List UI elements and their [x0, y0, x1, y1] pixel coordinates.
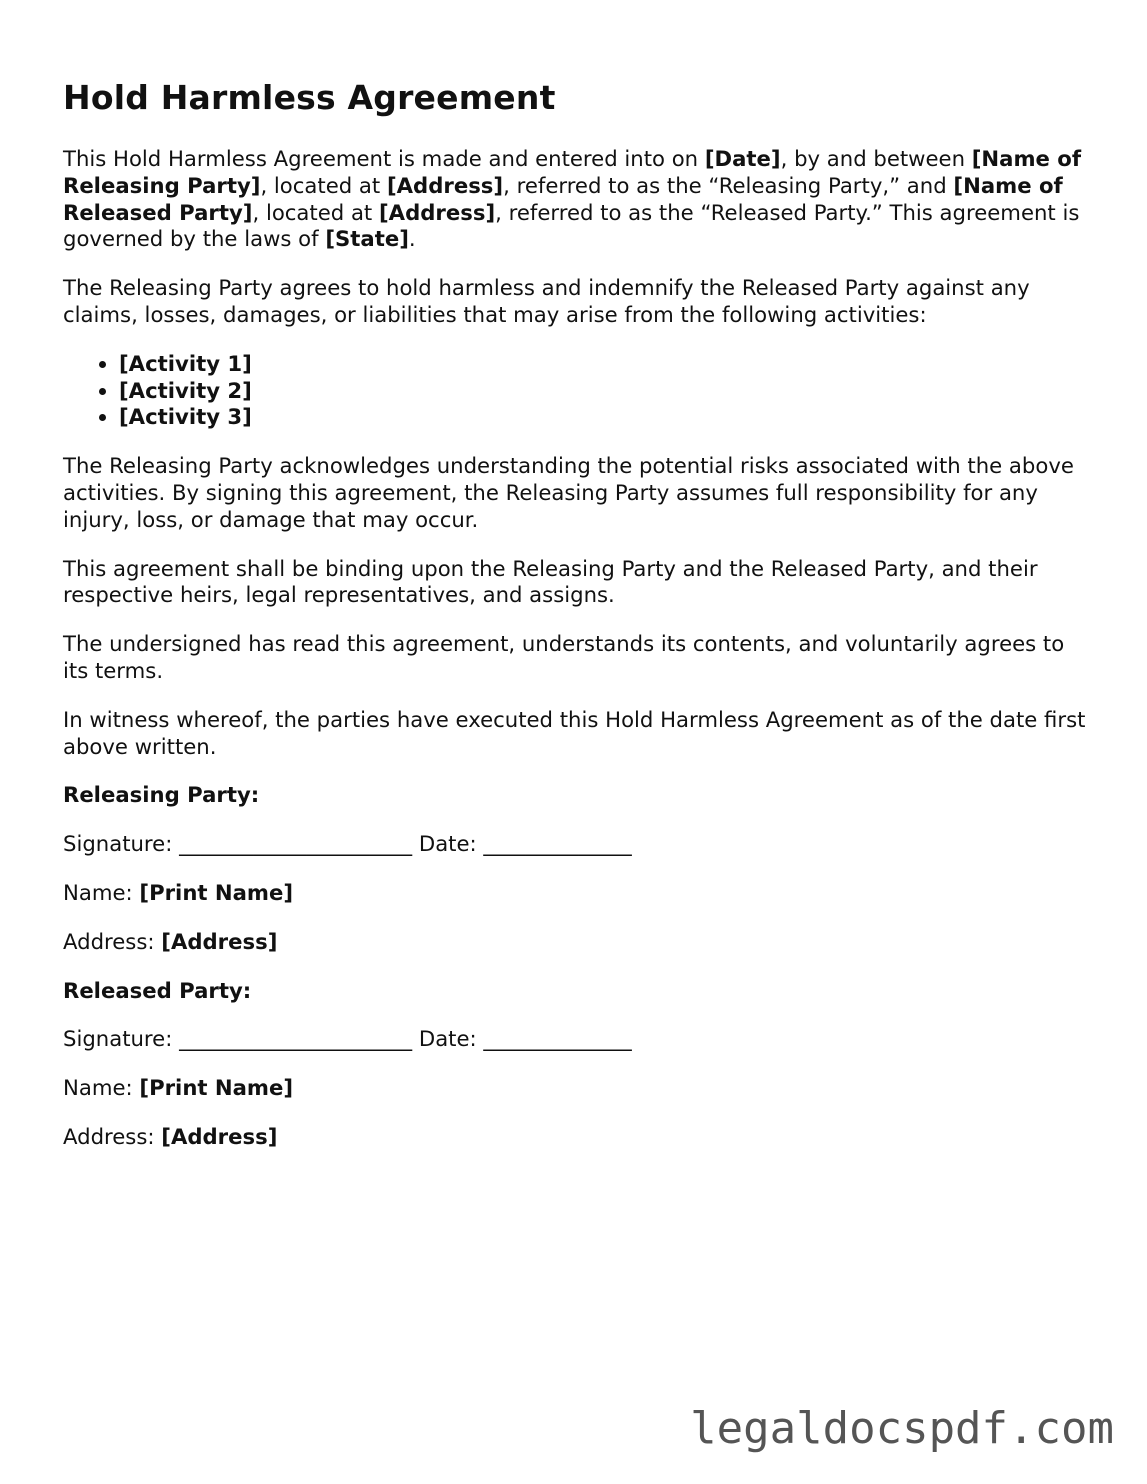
released-address-label: Address: — [63, 1123, 162, 1149]
intro-text-4: , referred to as the “Releasing Party,” and — [503, 172, 954, 198]
intro-text-5: , located at — [252, 199, 379, 225]
indemnify-paragraph: The Releasing Party agrees to hold harmless and indemnify the Released Party against any claims, losses, damages, or liabilities that may arise from the following activities: — [63, 275, 1030, 327]
risks-paragraph: The Releasing Party acknowledges understanding the potential risks associated with the above activities. By signing this agreement, the Releasing Party assumes full responsibility for any injury, loss, or damage that may occur. — [63, 453, 1074, 532]
releasing-party-name-placeholder: [Name of Releasing Party] — [63, 146, 1082, 198]
releasing-name-value: [Print Name] — [139, 879, 294, 905]
released-party-heading: Released Party: — [63, 977, 252, 1003]
activity-item: • [Activity 1] — [119, 351, 1093, 378]
releasing-signature-line: Signature: ______________________ Date: ______________ — [63, 831, 632, 857]
released-party-address-placeholder: [Address] — [378, 199, 496, 225]
released-address-value: [Address] — [161, 1123, 278, 1149]
intro-paragraph — [63, 146, 1093, 253]
intro-text-7: . — [408, 226, 416, 252]
releasing-address-label: Address: — [63, 928, 162, 954]
date-placeholder: [Date] — [704, 146, 781, 171]
released-name-line — [63, 1075, 1093, 1102]
intro-text-3: , located at — [260, 172, 387, 198]
releasing-address-value: [Address] — [161, 928, 278, 954]
watermark: legaldocspdf.com — [690, 1403, 1114, 1454]
document-page — [63, 76, 1093, 1173]
released-signature-line: Signature: ______________________ Date: ______________ — [63, 1026, 632, 1052]
understanding-paragraph: The undersigned has read this agreement, understands its contents, and voluntarily agrees to its terms. — [63, 631, 1065, 683]
activity-item: • [Activity 2] — [119, 378, 1093, 405]
witness-paragraph: In witness whereof, the parties have executed this Hold Harmless Agreement as of the date first above written. — [63, 706, 1086, 759]
releasing-name-line — [63, 880, 1093, 907]
releasing-address-line — [63, 929, 1093, 956]
releasing-name-label: Name: — [63, 879, 140, 905]
released-name-label: Name: — [63, 1075, 140, 1101]
released-party-name-placeholder: [Name of Released Party] — [63, 172, 1063, 225]
intro-text-1: This Hold Harmless Agreement is made and entered into on — [63, 146, 705, 171]
intro-text-6: , referred to as the “Released Party.” This agreement is governed by the laws of — [63, 199, 1080, 252]
document-title: Hold Harmless Agreement — [63, 78, 556, 117]
activities-list — [63, 351, 1093, 431]
released-address-line — [63, 1124, 1093, 1151]
state-placeholder: [State] — [325, 226, 409, 252]
intro-text-2: , by and between — [780, 146, 972, 171]
releasing-party-heading: Releasing Party: — [63, 782, 260, 808]
activity-item: • [Activity 3] — [119, 404, 1093, 431]
binding-paragraph: This agreement shall be binding upon the Releasing Party and the Released Party, and their respective heirs, legal representatives, and assigns. — [63, 555, 1038, 608]
released-name-value: [Print Name] — [139, 1075, 294, 1101]
releasing-party-address-placeholder: [Address] — [386, 172, 504, 198]
